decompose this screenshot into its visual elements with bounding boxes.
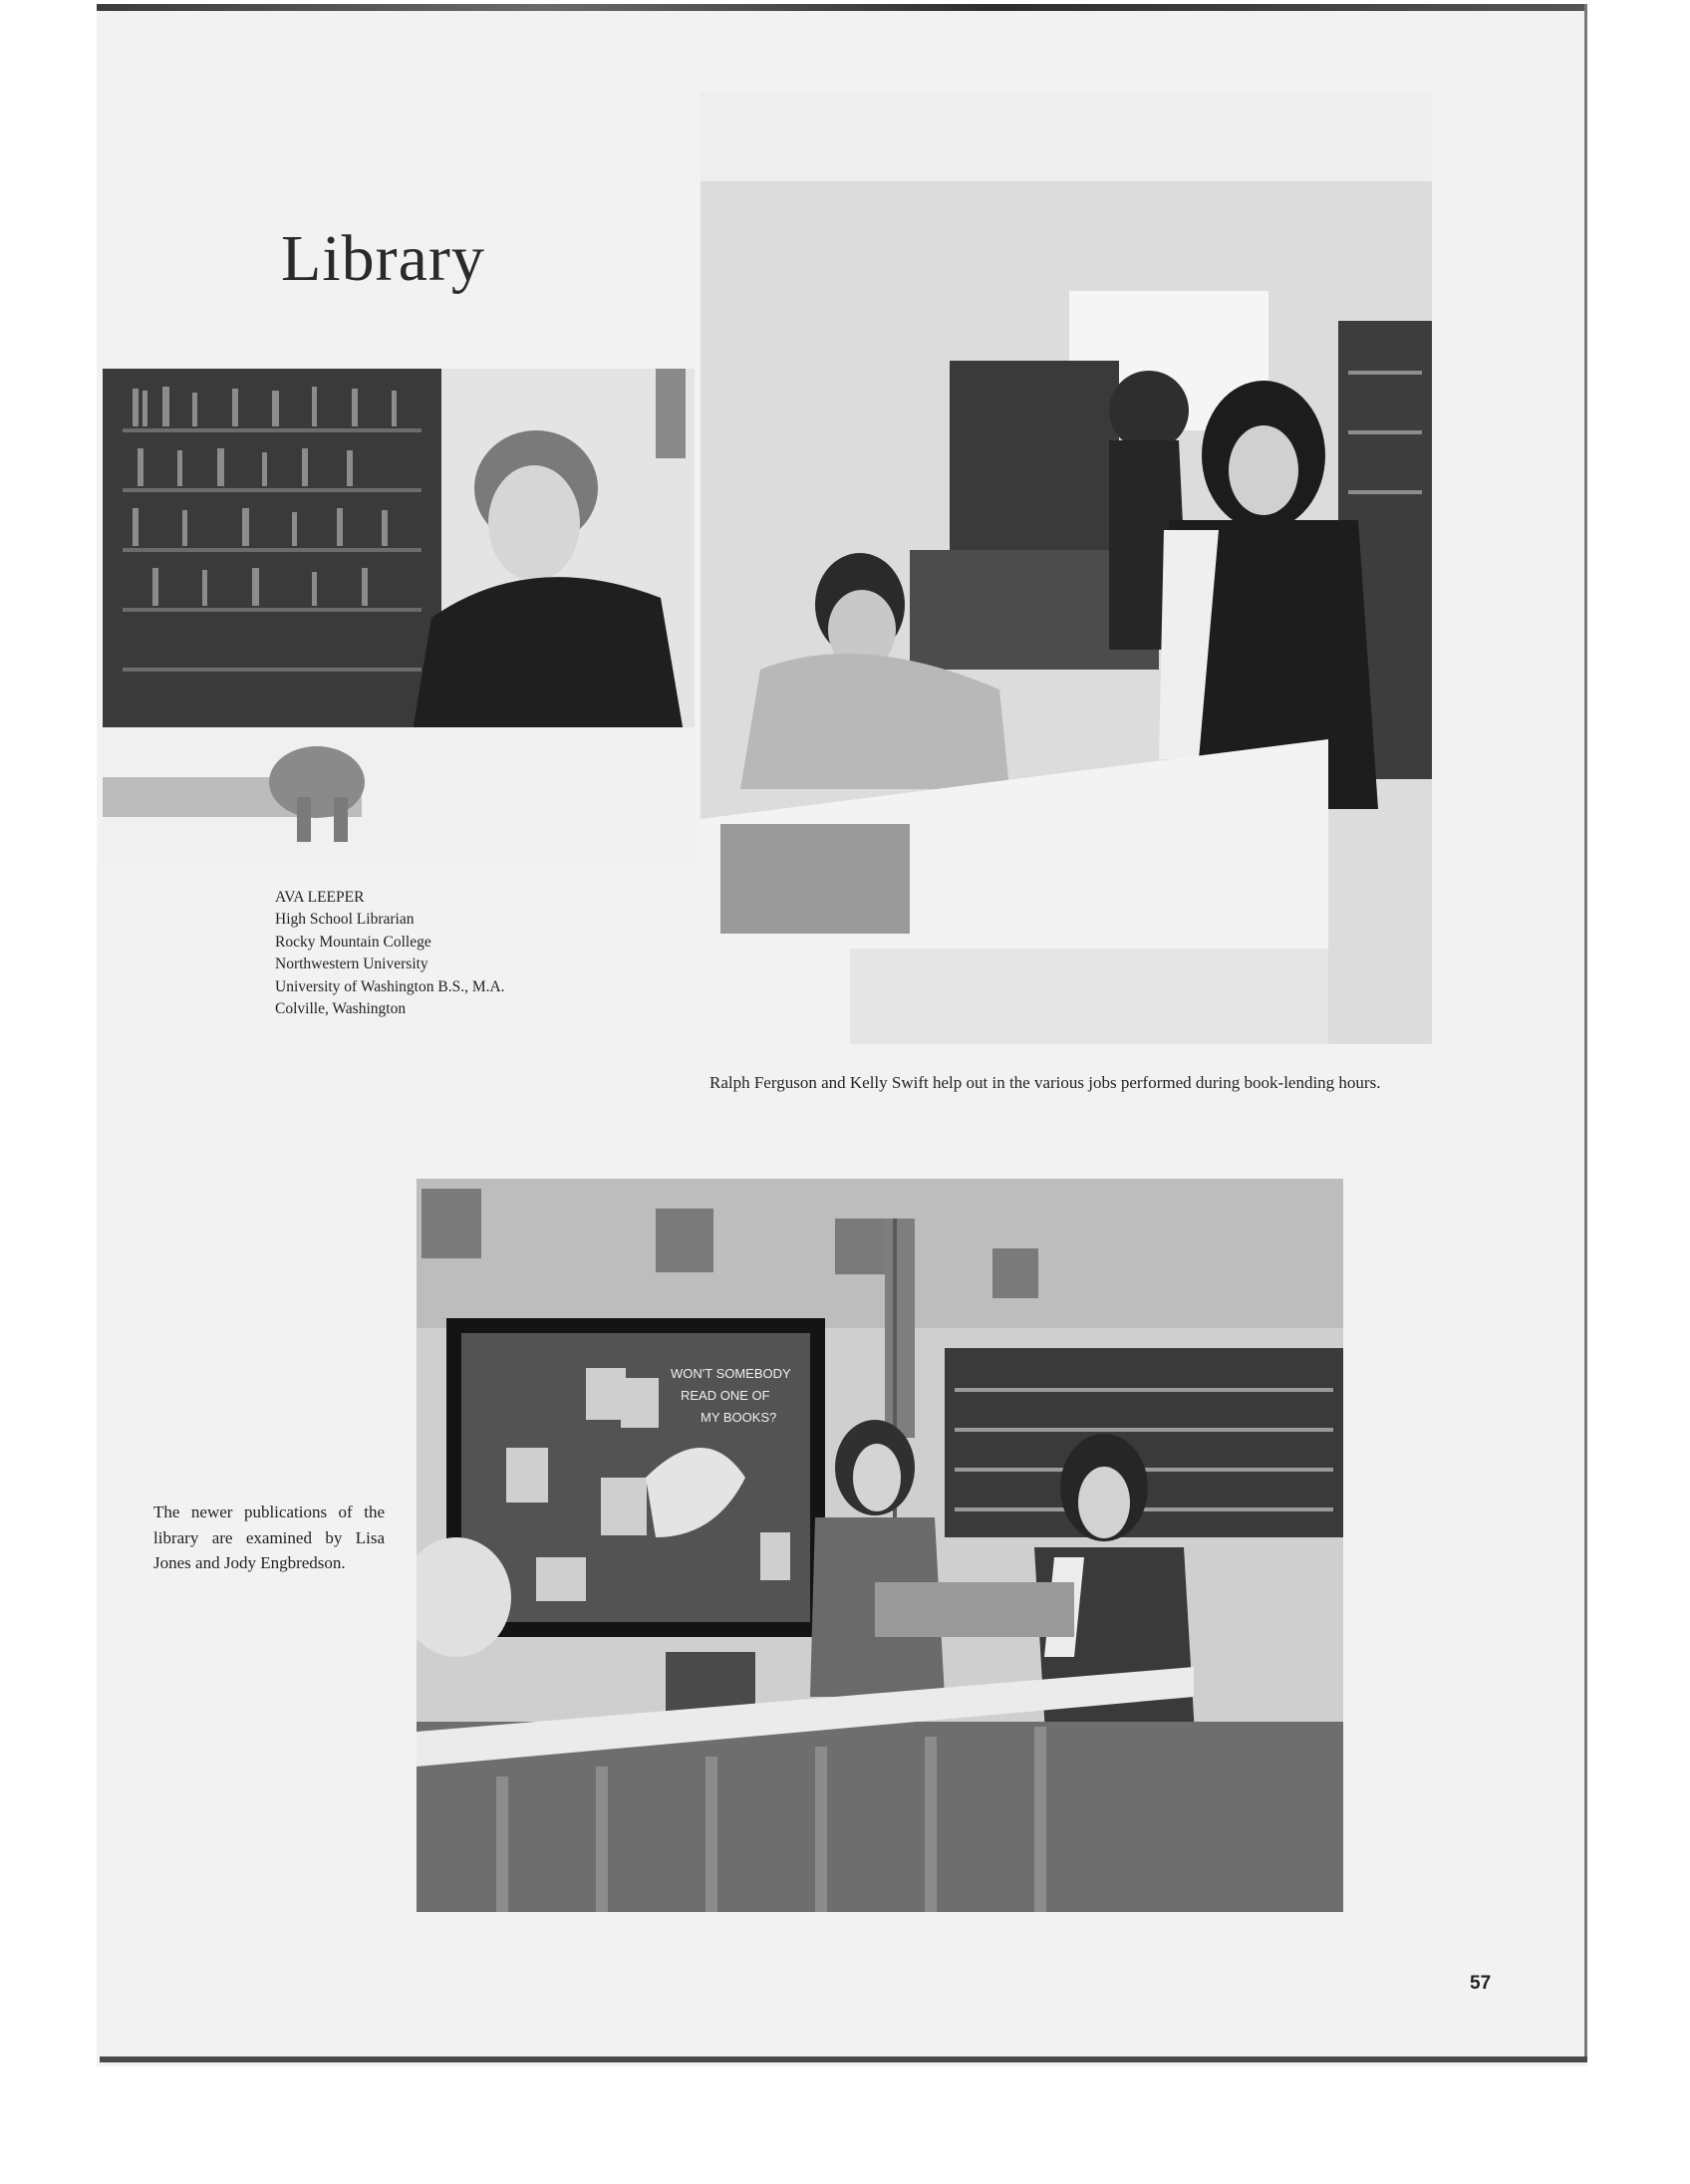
library-display-photo [417,1179,1343,1912]
page-top-edge [97,4,1587,11]
library-display-caption: The newer publications of the library are examined by Lisa Jones and Jody Engbredson. [153,1502,385,1572]
librarian-education-2: Northwestern University [275,956,428,973]
librarian-position: High School Librarian [275,911,415,929]
librarian-photo [103,369,695,865]
bulletin-board-text-3: MY BOOKS? [701,1410,777,1425]
page-right-edge [1584,4,1587,2062]
page-number: 57 [1470,1973,1492,1994]
librarian-name: AVA LEEPER [275,889,365,906]
librarian-education-1: Rocky Mountain College [275,933,431,951]
circulation-desk-caption: Ralph Ferguson and Kelly Swift help out in the various jobs performed during book-lending hours. [709,1073,1381,1092]
page-title: Library [281,222,485,296]
librarian-photo-image [103,369,695,865]
librarian-hometown: Colville, Washington [275,1000,407,1018]
library-display-photo-image [417,1179,1343,1912]
circulation-desk-photo [701,92,1432,1044]
bulletin-board-text-1: WON'T SOMEBODY [671,1366,791,1381]
librarian-education-3: University of Washington B.S., M.A. [275,977,505,995]
librarian-caption [275,887,594,1021]
circulation-desk-photo-image [701,92,1432,1044]
page-bottom-edge [100,2056,1587,2062]
bulletin-board-text-2: READ ONE OF [681,1388,770,1403]
